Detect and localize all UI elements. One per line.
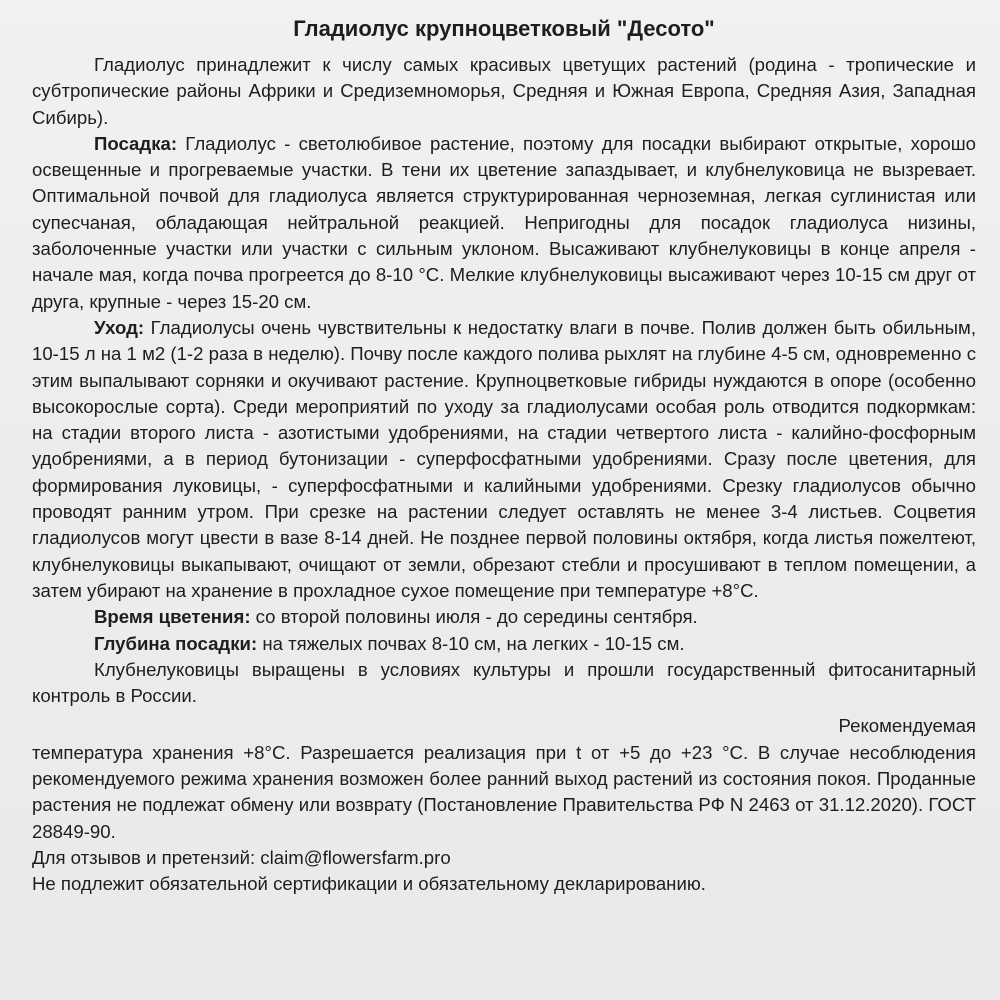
bloom-paragraph	[32, 604, 976, 630]
label-body	[32, 52, 976, 898]
storage-heading: Рекомендуемая	[838, 715, 976, 737]
planting-text: Гладиолус - светолюбивое растение, поэтому для посадки выбирают открытые, хорошо освещенные и прогреваемые участки. В тени их цветение запаздывает, и клубнелуковица не вызревает. Оптимальной почвой для гладиолуса является структурированная черноземная, легкая суглинистая или супесчаная, обладающая нейтральной реакцией. Непригодны для посадок гладиолуса низины, заболоченные участки или участки с сильным уклоном. Высаживают клубнелуковицы в конце апреля - начале мая, когда почва прогреется до 8-10 °С. Мелкие клубнелуковицы высаживают через 10-15 см друг от друга, крупные - через 15-20 см.	[32, 132, 976, 312]
planting-label: Посадка:	[94, 132, 178, 154]
bloom-label: Время цветения:	[94, 606, 251, 628]
planting-paragraph	[32, 131, 976, 315]
contact-line: Для отзывов и претензий: claim@flowersfarm.pro	[32, 846, 451, 868]
depth-paragraph	[32, 631, 976, 657]
origin-paragraph: Клубнелуковицы выращены в условиях культуры и прошли государственный фитосанитарный контроль в России.	[32, 658, 976, 707]
bloom-text: со второй половины июля - до середины сентября.	[250, 606, 698, 628]
depth-text: на тяжелых почвах 8-10 см, на легких - 10-15 см.	[257, 632, 685, 654]
care-paragraph	[32, 315, 976, 604]
page-title: Гладиолус крупноцветковый "Десото"	[293, 16, 715, 41]
care-text: Гладиолусы очень чувствительны к недостатку влаги в почве. Полив должен быть обильным, 10-15 л на 1 м2 (1-2 раза в неделю). Почву после каждого полива рыхлят на глубине 4-5 см, одновременно с этим выпалывают сорняки и окучивают растение. Крупноцветковые гибриды нуждаются в опоре (особенно высокорослые сорта). Среди мероприятий по уходу за гладиолусами особая роль отводится подкормкам: на стадии второго листа - азотистыми удобрениями, на стадии четвертого листа - калийно-фосфорным удобрениями, а в период бутонизации - суперфосфатными удобрениями. Сразу после цветения, для формирования луковицы, - суперфосфатными и калийными удобрениями. Срезку гладиолусов обычно проводят ранним утром. При срезке на растении следует оставлять не менее 3-4 листьев. Соцветия гладиолусов могут цвести в вазе 8-14 дней. Не позднее первой половины октября, когда листья пожелтеют, клубнелуковицы выкапывают, очищают от земли, обрезают стебли и просушивают в теплом помещении, а затем убирают на хранение в прохладное сухое помещение при температуре +8°С.	[32, 316, 976, 601]
intro-paragraph: Гладиолус принадлежит к числу самых красивых цветущих растений (родина - тропические и субтропические районы Африки и Средиземноморья, Средняя и Южная Европа, Средняя Азия, Западная Сибирь).	[32, 54, 976, 128]
depth-label: Глубина посадки:	[94, 632, 258, 654]
storage-paragraph: температура хранения +8°С. Разрешается реализация при t от +5 до +23 °С. В случае несоблюдения рекомендуемого режима хранения возможен более ранний выход растений из состояния покоя. Проданные растения не подлежат обмену или возврату (Постановление Правительства РФ N 2463 от 31.12.2020). ГОСТ 28849-90.	[32, 741, 976, 842]
care-label: Уход:	[94, 316, 145, 338]
certification-line: Не подлежит обязательной сертификации и обязательному декларированию.	[32, 873, 706, 895]
